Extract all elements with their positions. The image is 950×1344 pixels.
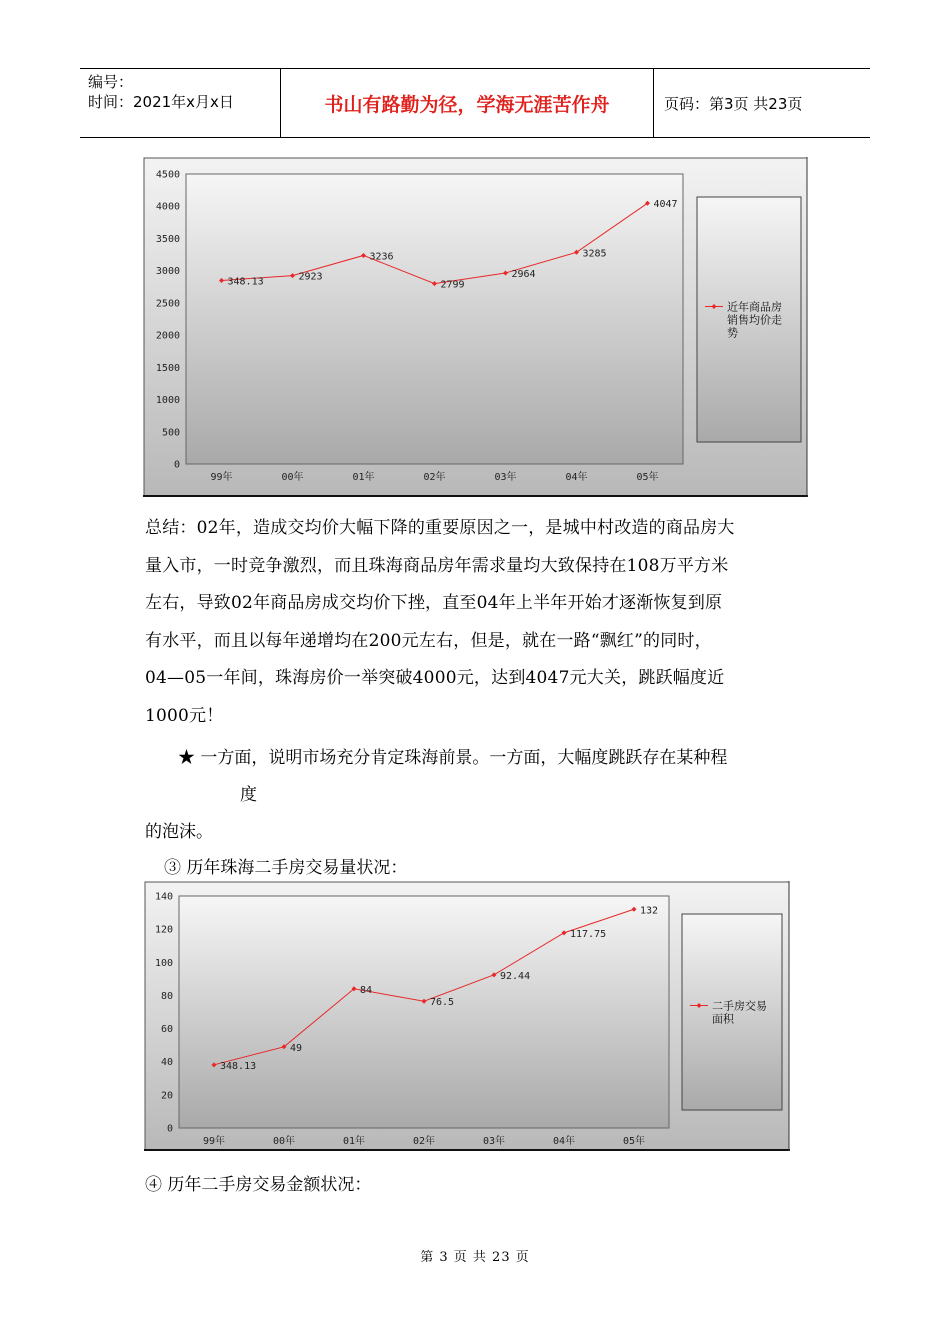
y-tick-label: 1000 bbox=[155, 395, 180, 407]
x-tick-label: 00年 bbox=[281, 472, 304, 483]
summary-line: 有水平，而且以每年递增均在200元左右，但是，就在一路“飘红”的同时， bbox=[145, 630, 712, 651]
y-tick-label: 100 bbox=[154, 957, 173, 969]
section-4-heading: ④ 历年二手房交易金额状况： bbox=[145, 1175, 372, 1195]
data-label: 3236 bbox=[369, 251, 394, 263]
y-tick-label: 0 bbox=[166, 1123, 173, 1135]
x-tick-label: 99年 bbox=[202, 1136, 226, 1147]
legend-label: 销售均价走 bbox=[727, 313, 782, 327]
y-tick-label: 0 bbox=[173, 459, 180, 471]
summary-line: 1000元！ bbox=[145, 705, 224, 726]
page-number-label: 页码：第3页 共23页 bbox=[664, 94, 803, 113]
data-label: 4047 bbox=[653, 199, 678, 211]
data-label: 76.5 bbox=[430, 997, 455, 1009]
x-tick-label: 05年 bbox=[622, 1136, 646, 1147]
header-motto: 书山有路勤为径，学海无涯苦作舟 bbox=[281, 69, 654, 137]
legend-label: 面积 bbox=[712, 1012, 734, 1026]
data-label: 49 bbox=[290, 1042, 303, 1054]
y-tick-label: 3000 bbox=[155, 266, 180, 278]
time-label: 时间：2021年x月x日 bbox=[88, 93, 234, 111]
x-tick-label: 02年 bbox=[412, 1136, 436, 1147]
y-tick-label: 140 bbox=[154, 891, 173, 903]
x-tick-label: 01年 bbox=[342, 1136, 366, 1147]
x-tick-label: 03年 bbox=[482, 1136, 506, 1147]
x-tick-label: 05年 bbox=[636, 472, 659, 483]
y-tick-label: 4000 bbox=[155, 201, 180, 213]
x-tick-label: 01年 bbox=[352, 472, 375, 483]
page-header bbox=[80, 68, 870, 138]
resale-area-chart-svg bbox=[144, 881, 790, 1151]
y-tick-label: 4500 bbox=[155, 169, 180, 181]
y-tick-label: 500 bbox=[161, 427, 180, 439]
y-tick-label: 40 bbox=[160, 1057, 173, 1069]
y-tick-label: 80 bbox=[160, 990, 173, 1002]
data-label: 2799 bbox=[440, 279, 465, 291]
star-line-continued: 度 bbox=[240, 785, 257, 805]
summary-line: 04—05一年间，珠海房价一举突破4000元，达到4047元大关，跳跃幅度近 bbox=[145, 668, 725, 688]
legend-label: 二手房交易 bbox=[712, 999, 767, 1013]
data-label: 2923 bbox=[298, 271, 323, 283]
y-tick-label: 20 bbox=[160, 1090, 173, 1102]
summary-line: 左右，导致02年商品房成交均价下挫，直至04年上半年开始才逐渐恢复到原 bbox=[145, 593, 723, 613]
data-label: 92.44 bbox=[500, 970, 531, 982]
x-tick-label: 04年 bbox=[552, 1136, 576, 1147]
y-tick-label: 60 bbox=[160, 1024, 173, 1036]
avg-price-chart bbox=[143, 157, 808, 497]
legend-label: 势 bbox=[727, 326, 738, 340]
y-tick-label: 3500 bbox=[155, 233, 180, 245]
page-footer: 第 3 页 共 23 页 bbox=[420, 1250, 530, 1265]
y-tick-label: 2500 bbox=[155, 298, 180, 310]
y-tick-label: 1500 bbox=[155, 362, 180, 374]
section-3-heading: ③ 历年珠海二手房交易量状况： bbox=[164, 858, 408, 878]
star-line-end: 的泡沫。 bbox=[145, 822, 213, 842]
y-tick-label: 120 bbox=[154, 924, 173, 936]
avg-price-chart-svg bbox=[143, 157, 808, 497]
summary-line: 总结：02年，造成交均价大幅下降的重要原因之一，是城中村改造的商品房大 bbox=[145, 518, 735, 538]
plot-area bbox=[186, 174, 683, 464]
data-label: 84 bbox=[360, 984, 373, 996]
summary-line: 量入市，一时竞争激烈，而且珠海商品房年需求量均大致保持在108万平方米 bbox=[145, 555, 729, 576]
number-label: 编号： bbox=[88, 73, 134, 91]
data-label: 348.13 bbox=[220, 1060, 257, 1072]
legend-label: 近年商品房 bbox=[727, 300, 782, 314]
data-label: 117.75 bbox=[570, 928, 607, 940]
y-tick-label: 2000 bbox=[155, 330, 180, 342]
header-meta bbox=[80, 69, 281, 137]
x-tick-label: 02年 bbox=[423, 472, 446, 483]
data-label: 3285 bbox=[582, 248, 607, 260]
summary-paragraph bbox=[145, 510, 810, 735]
x-tick-label: 99年 bbox=[210, 472, 233, 483]
data-label: 348.13 bbox=[227, 276, 264, 288]
x-tick-label: 00年 bbox=[272, 1136, 296, 1147]
x-tick-label: 03年 bbox=[494, 472, 517, 483]
data-label: 132 bbox=[640, 905, 659, 917]
star-line: ★ 一方面，说明市场充分肯定珠海前景。一方面，大幅度跳跃存在某种程 bbox=[178, 748, 728, 768]
resale-area-chart bbox=[144, 881, 790, 1151]
data-label: 2964 bbox=[511, 268, 536, 280]
x-tick-label: 04年 bbox=[565, 472, 588, 483]
